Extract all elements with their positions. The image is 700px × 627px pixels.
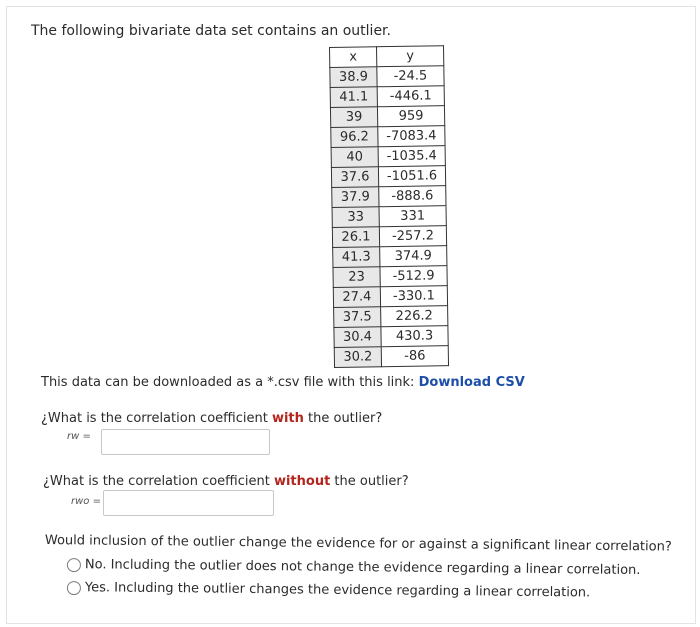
table-row	[331, 146, 445, 168]
cell-y: -446.1	[377, 86, 444, 107]
intro-text: The following bivariate data set contains an outlier.	[31, 23, 391, 39]
table-row	[330, 86, 444, 108]
question-without-post: the outlier?	[330, 474, 409, 489]
question-evidence: Would inclusion of the outlier change the evidence for or against a significant linear correlation?	[44, 533, 672, 555]
table-row	[331, 126, 445, 148]
question-with-emph: with	[271, 411, 304, 426]
column-header-x: x	[330, 47, 377, 68]
cell-x: 38.9	[330, 67, 377, 88]
column-header-y: y	[377, 46, 444, 67]
cell-x: 39	[330, 107, 377, 128]
question-without-outlier	[43, 474, 409, 489]
cell-x: 37.9	[332, 187, 379, 208]
cell-x: 37.5	[334, 307, 381, 328]
option-yes-label: Yes. Including the outlier changes the evidence regarding a linear correlation.	[84, 580, 591, 601]
cell-y: -1051.6	[378, 166, 445, 187]
data-table-wrapper	[329, 45, 449, 368]
cell-y: -24.5	[377, 66, 444, 87]
download-text: This data can be downloaded as a *.csv file with this link:	[41, 375, 415, 390]
question-panel	[6, 6, 696, 624]
radio-no[interactable]	[67, 558, 81, 572]
table-row	[332, 206, 446, 228]
data-table	[329, 45, 449, 368]
cell-x: 41.3	[333, 247, 380, 268]
table-row	[334, 346, 448, 368]
cell-y: -7083.4	[378, 126, 445, 147]
cell-x: 96.2	[331, 127, 378, 148]
table-row	[332, 226, 446, 248]
cell-x: 37.6	[331, 167, 378, 188]
table-row	[331, 166, 445, 188]
table-row	[333, 246, 447, 268]
cell-y: -86	[381, 346, 448, 367]
question-without-emph: without	[273, 474, 331, 489]
cell-x: 23	[333, 267, 380, 288]
rw-label: rw =	[67, 431, 91, 442]
cell-y: 959	[377, 106, 444, 127]
table-row	[334, 326, 448, 348]
cell-x: 33	[332, 207, 379, 228]
table-row	[330, 106, 444, 128]
question-with-outlier	[41, 411, 382, 426]
radio-yes[interactable]	[67, 581, 81, 595]
cell-x: 30.4	[334, 327, 381, 348]
question-without-pre: ¿What is the correlation coefficient	[43, 474, 274, 489]
cell-y: -257.2	[379, 226, 446, 247]
cell-x: 26.1	[332, 227, 379, 248]
table-row	[332, 186, 446, 208]
rwo-label: rwo =	[71, 496, 101, 507]
table-header-row	[330, 46, 444, 68]
cell-x: 40	[331, 147, 378, 168]
rw-input[interactable]	[101, 429, 270, 455]
cell-y: -330.1	[380, 286, 447, 307]
option-no[interactable]	[67, 557, 641, 578]
cell-y: 374.9	[380, 246, 447, 267]
table-body	[330, 66, 449, 368]
cell-y: -888.6	[379, 186, 446, 207]
cell-y: -1035.4	[378, 146, 445, 167]
question-with-pre: ¿What is the correlation coefficient	[41, 411, 272, 426]
download-csv-link[interactable]: Download CSV	[418, 375, 525, 390]
cell-y: 430.3	[381, 326, 448, 347]
option-yes[interactable]	[67, 580, 590, 600]
table-row	[333, 286, 447, 308]
cell-y: 226.2	[381, 306, 448, 327]
cell-x: 30.2	[334, 347, 381, 368]
option-no-label: No. Including the outlier does not change the evidence regarding a linear correlation.	[84, 557, 641, 579]
rwo-input[interactable]	[103, 490, 274, 516]
table-row	[330, 66, 444, 88]
cell-y: 331	[379, 206, 446, 227]
download-line	[41, 375, 525, 390]
cell-x: 27.4	[333, 287, 380, 308]
cell-y: -512.9	[380, 266, 447, 287]
table-row	[334, 306, 448, 328]
cell-x: 41.1	[330, 87, 377, 108]
table-row	[333, 266, 447, 288]
question-with-post: the outlier?	[303, 411, 383, 426]
